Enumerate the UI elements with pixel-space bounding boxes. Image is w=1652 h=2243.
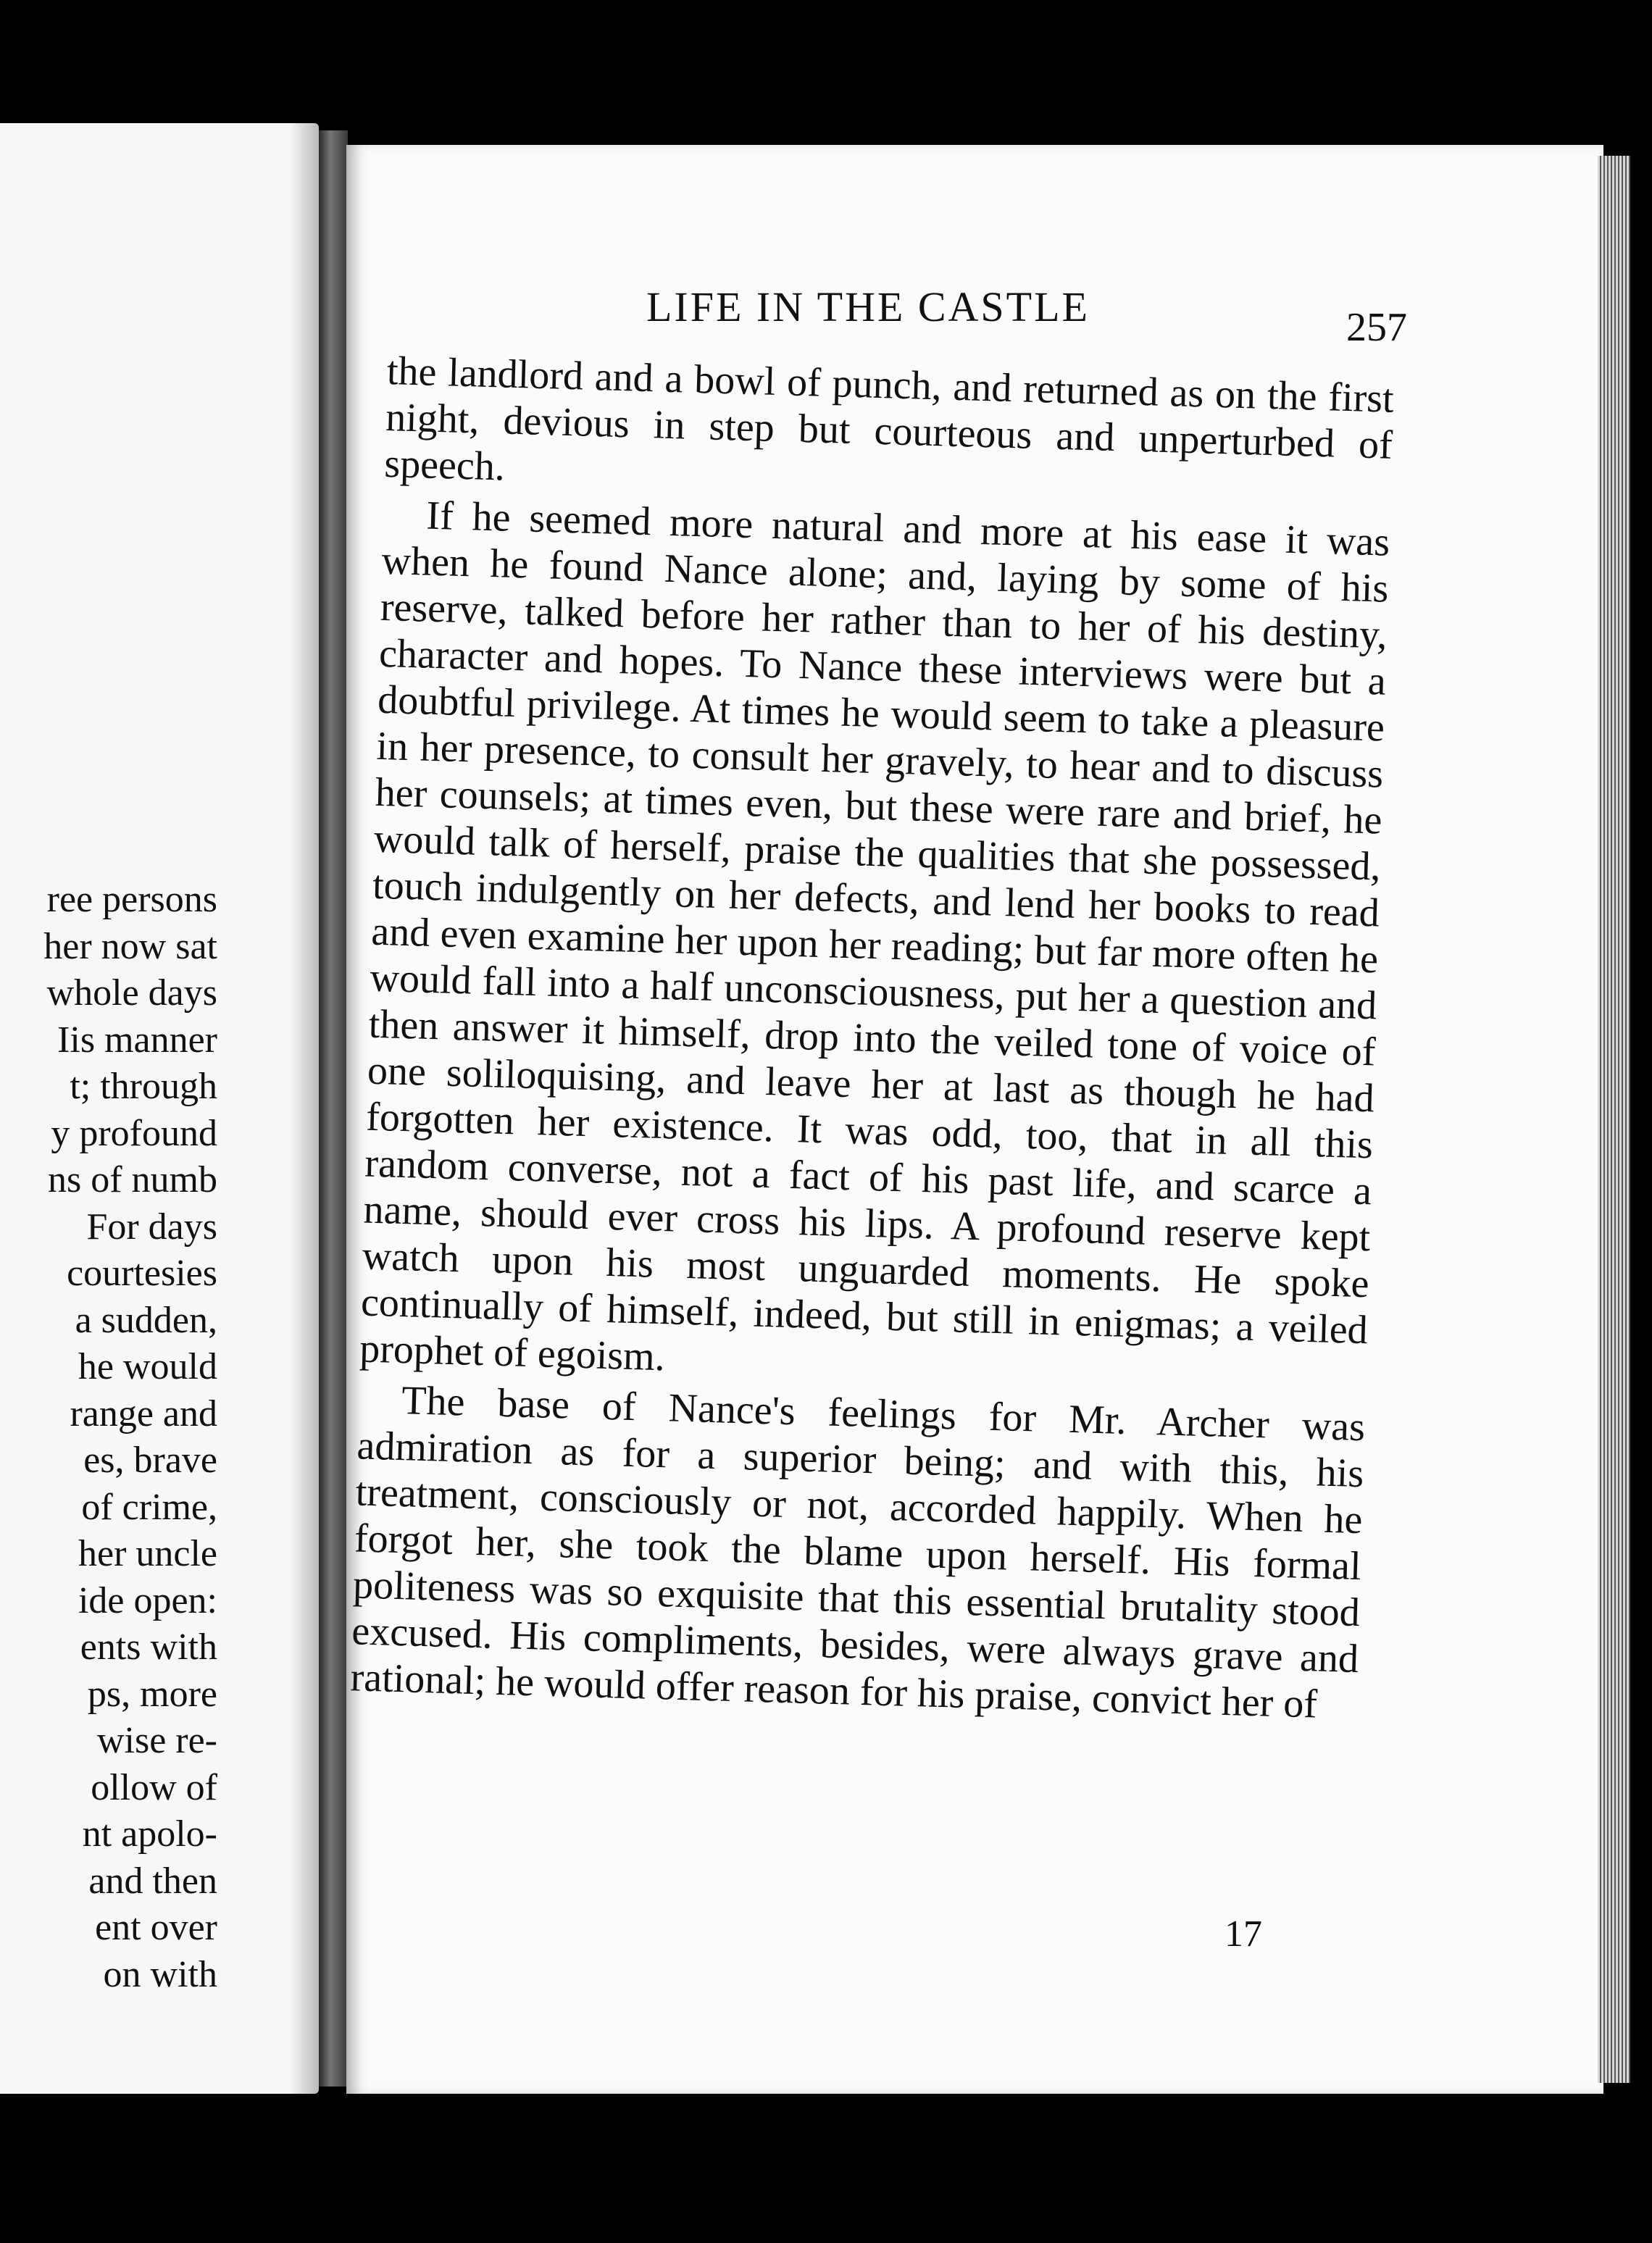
- paragraph: If he seemed more natural and more at his ease it was when he found Nance alone; and, laying by some of his reserve, talked before her rather than to her of his destiny, character and hopes. To Nance these interviews were but a doubtful privilege. At times he would seem to take a pleasure in her presence, to consult her gravely, to hear and to discuss her counsels; at times even, but these were rare and brief, he would talk of herself, praise the qualities that she possessed, touch indulgently on her defects, and lend her books to read and even examine her upon her reading; but far more often he would fall into a half unconsciousness, put her a question and then answer it himself, drop into the veiled tone of voice of one soliloquising, and leave her at last as though he had forgotten her existence. It was odd, too, that in all this random converse, not a fact of his past life, and scarce a name, should ever cross his lips. A profound reserve kept watch upon his most unguarded moments. He spoke continually of himself, indeed, but still in enigmas; a veiled prophet of egoism.: [359, 493, 1390, 1380]
- left-line: range and: [70, 1392, 217, 1434]
- left-line: wise re-: [96, 1720, 217, 1761]
- left-line: nt apolo-: [82, 1813, 217, 1855]
- left-line: courtesies: [67, 1253, 217, 1294]
- left-line: he would: [78, 1346, 217, 1387]
- gutter-shadow: [290, 123, 319, 2094]
- left-line: ent over: [95, 1907, 217, 1948]
- left-line: ents with: [80, 1626, 217, 1668]
- left-line: her now sat: [43, 925, 217, 967]
- left-line: whole days: [46, 972, 217, 1014]
- left-line: Iis manner: [57, 1019, 217, 1061]
- left-line: a sudden,: [75, 1299, 217, 1341]
- left-line: es, brave: [83, 1440, 217, 1481]
- left-line: ns of numb: [48, 1159, 217, 1200]
- running-title: LIFE IN THE CASTLE: [646, 283, 1090, 330]
- page-number: 257: [1346, 305, 1407, 350]
- left-line: ree persons: [46, 879, 217, 920]
- left-line: y profound: [51, 1112, 217, 1154]
- signature-mark: 17: [1225, 1913, 1262, 1955]
- left-line: her uncle: [78, 1533, 217, 1574]
- left-line: ps, more: [87, 1673, 217, 1715]
- left-line: ide open:: [78, 1579, 217, 1621]
- body-text: [350, 348, 1395, 1729]
- left-line: ollow of: [91, 1766, 217, 1808]
- left-line: and then: [88, 1860, 217, 1902]
- left-line: For days: [86, 1206, 217, 1248]
- left-line: of crime,: [81, 1486, 217, 1528]
- left-line: t; through: [70, 1066, 217, 1107]
- page-edges: [1598, 156, 1630, 2083]
- left-page-text: [0, 877, 217, 1998]
- left-line: on with: [103, 1953, 217, 1995]
- paragraph: The base of Nance's feelings for Mr. Archer was admiration as for a superior being; and with this, his treatment, consciously or not, accorded happily. When he forgot her, she took the blame upon herself. His formal politeness was so exquisite that this essential brutality stood excused. His compliments, besides, were always grave and rational; he would offer reason for his praise, convict her of: [349, 1378, 1366, 1727]
- book-spine: [319, 130, 348, 2087]
- running-head: [646, 283, 1407, 350]
- left-page: [0, 123, 319, 2094]
- paragraph: the landlord and a bowl of punch, and returned as on the first night, devious in step but courteous and unperturbed of speech.: [383, 348, 1395, 490]
